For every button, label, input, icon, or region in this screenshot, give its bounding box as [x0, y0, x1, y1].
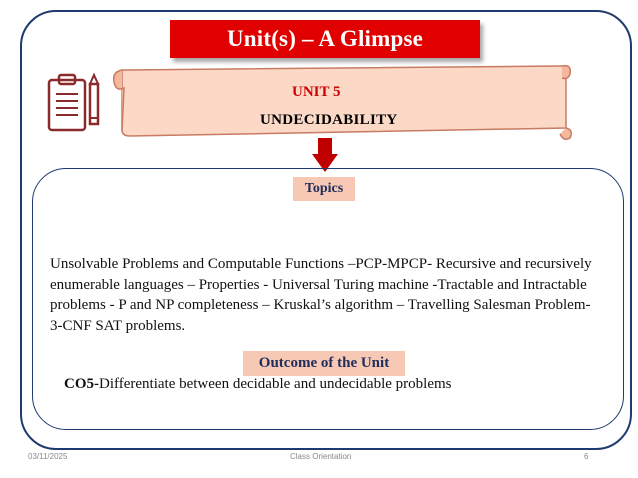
co-code: CO5- [64, 376, 99, 392]
footer-page-number: 6 [584, 452, 589, 461]
outcome-label: Outcome of the Unit [243, 351, 405, 376]
footer-date: 03/11/2025 [28, 452, 68, 461]
slide-title: Unit(s) – A Glimpse [170, 20, 480, 58]
course-outcome [64, 376, 452, 393]
footer-center: Class Orientation [290, 452, 352, 461]
unit-name: UNDECIDABILITY [260, 112, 398, 128]
topics-label: Topics [293, 177, 355, 201]
unit-label: UNIT 5 [292, 84, 341, 100]
topics-text: Unsolvable Problems and Computable Functions –PCP-MPCP- Recursive and recursively enumerable languages – Properties - Universal Turing machine -Tractable and Intractable problems - P and NP completeness – Kruskal’s algorithm – Travelling Salesman Problem- 3-CNF SAT problems. [50, 256, 592, 334]
co-description: Differentiate between decidable and undecidable problems [99, 376, 452, 392]
